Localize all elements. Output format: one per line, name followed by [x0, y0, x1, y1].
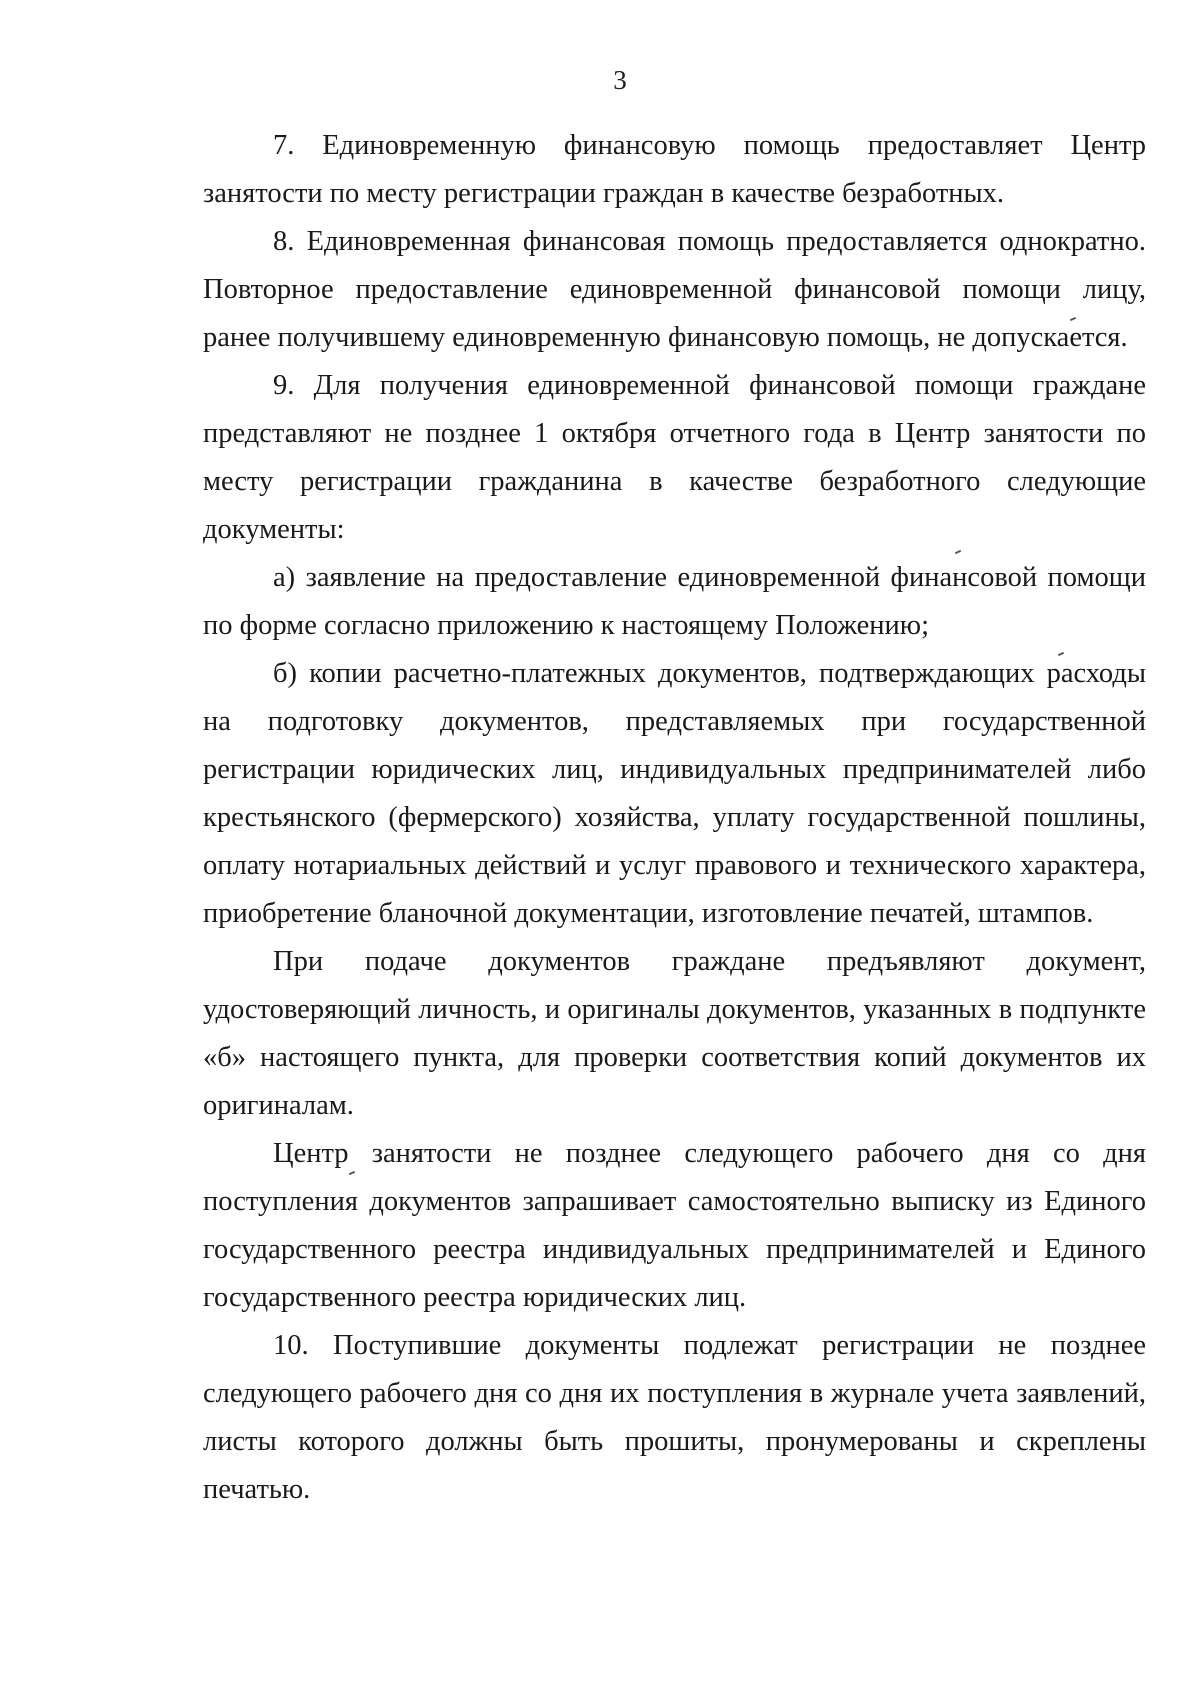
- subparagraph-b: б) копии расчетно-платежных документов, подтверждающих расходы на подготовку документов, представляемых при государственной регистрации юридических лиц, индивидуальных предпринимателей либо крестьянского (фермерского) хозяйства, уплату государственной пошлины, оплату нотариальных действий и услуг правового и технического характера, приобретение бланочной документации, изготовление печатей, штампов.: [203, 658, 1146, 929]
- paragraph-employment-center-request: Центр занятости не позднее следующего рабочего дня со дня поступления документов запрашивает самостоятельно выписку из Единого государственного реестра индивидуальных предпринимателей и Единого государственного реестра юридических лиц.: [203, 1138, 1146, 1313]
- paragraph-9: 9. Для получения единовременной финансовой помощи граждане представляют не позднее 1 октября отчетного года в Центр занятости по месту регистрации гражданина в качестве безработного следующие документы:: [203, 370, 1146, 545]
- document-body: [203, 122, 1146, 1514]
- paragraph-8: 8. Единовременная финансовая помощь предоставляется однократно. Повторное предоставление единовременной финансовой помощи лицу, ранее получившему единовременную финансовую помощь, не допускается.: [203, 226, 1146, 353]
- paragraph-10: 10. Поступившие документы подлежат регистрации не позднее следующего рабочего дня со дня их поступления в журнале учета заявлений, листы которого должны быть прошиты, пронумерованы и скреплены печатью.: [203, 1330, 1146, 1505]
- paragraph-7: 7. Единовременную финансовую помощь предоставляет Центр занятости по месту регистрации граждан в качестве безработных.: [203, 130, 1146, 209]
- subparagraph-a: а) заявление на предоставление единовременной финансовой помощи по форме согласно приложению к настоящему Положению;: [203, 562, 1146, 641]
- page-number: 3: [613, 65, 627, 95]
- paragraph-presentation-of-documents: При подаче документов граждане предъявляют документ, удостоверяющий личность, и оригиналы документов, указанных в подпункте «б» настоящего пункта, для проверки соответствия копий документов их оригиналам.: [203, 946, 1146, 1121]
